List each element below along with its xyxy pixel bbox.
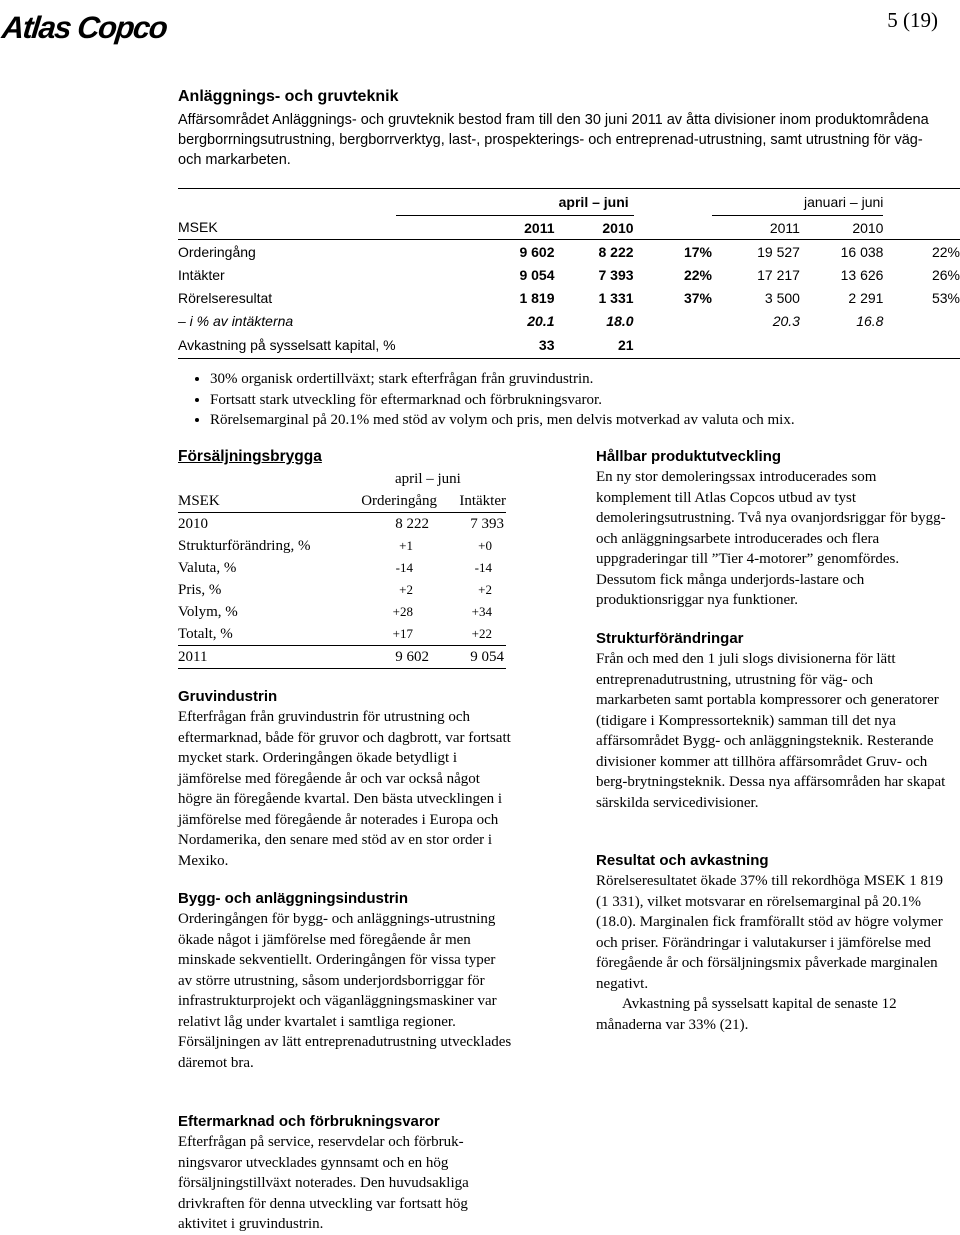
cell: 21	[555, 332, 634, 359]
table-period-row	[178, 189, 960, 216]
row-label: Avkastning på sysselsatt kapital, %	[178, 332, 396, 359]
row-label: Rörelseresultat	[178, 289, 273, 306]
row-label: Totalt, %	[178, 623, 346, 646]
text-aftermarket: Efterfrågan på service, reservdelar och förbruk-ningsvaror utvecklades gynnsamt och en hög försäljningstillväxt noterades. Den huvudsakliga drivkraften för denna utveckling var fortsatt hög aktivitet i gruvindustrin.	[178, 1134, 469, 1232]
cell: 20.3	[772, 312, 800, 329]
cell: 20.1	[527, 312, 555, 329]
cell: -14	[395, 560, 413, 575]
cell: 7 393	[437, 513, 506, 536]
row-label: 2011	[178, 646, 346, 669]
cell: 26%	[931, 266, 960, 283]
section-construction	[178, 889, 513, 1073]
cell: -14	[474, 560, 492, 575]
bridge-period: april – juni	[395, 470, 461, 487]
row-label: Pris, %	[178, 581, 222, 598]
cell: 16 038	[800, 240, 884, 264]
cell: +28	[392, 604, 413, 619]
cell: 9 602	[346, 646, 437, 669]
row-label: Intäkter	[178, 266, 225, 283]
bridge-col-revenue: Intäkter	[459, 492, 506, 509]
text-construction: Orderingången för bygg- och anläggnings-utrustning ökade något i jämförelse med föregående år men minskade sekventiellt. Orderingången för vissa typer av större utrustning, såsom underjordsborriggar för infrastrukturprojekt och väganläggningsmaskiner var relativt låg under kvartalet i samtliga regioner. Försäljningen av lätt entreprenadutrustning utvecklades däremot bra.	[178, 911, 512, 1071]
cell: 33	[396, 332, 555, 359]
col-q-2010: 2010	[555, 216, 634, 240]
section-aftermarket	[178, 1112, 513, 1235]
cell: 9 054	[437, 646, 506, 669]
row-label: Strukturförändring, %	[178, 537, 311, 554]
cell: 37%	[683, 289, 712, 306]
cell	[883, 309, 960, 332]
cell: 9 602	[396, 240, 555, 264]
intro-text: Affärsområdet Anläggnings- och gruvteknik bestod fram till den 30 juni 2011 av åtta divisioner inom produktområdena bergborrningsutrustning, bergborrverktyg, last-, prospekterings- och entreprenad-utrustning, samt utrustning för väg- och markarbeten.	[178, 112, 929, 168]
row-label: 2010	[178, 513, 346, 536]
row-label: Orderingång	[178, 240, 396, 264]
bridge-header-row	[178, 490, 506, 513]
cell	[712, 332, 800, 359]
section-results	[596, 851, 946, 1035]
col-h-2010: 2010	[800, 216, 884, 240]
cell: 2 291	[848, 289, 884, 306]
heading-mining: Gruvindustrin	[178, 688, 278, 705]
text-product-development: En ny stor demoleringssax introducerades som komplement till Atlas Copcos utbud av tyst demoleringsutrustning. Två nya ovanjordsriggar för bygg- och anläggningsarbete introducerades och flera uppgraderingar till ”Tier 4-motorer” genomfördes. Dessutom fick många underjords-lastare och produktionsriggar nya funktioner.	[596, 469, 946, 608]
cell: +0	[478, 538, 492, 553]
row-label: Valuta, %	[178, 559, 237, 576]
col-h-2011: 2011	[712, 216, 800, 240]
cell: 17%	[634, 240, 712, 264]
table-row	[178, 623, 506, 646]
table-row	[178, 646, 506, 669]
cell	[883, 332, 960, 359]
heading-structural-changes: Strukturförändringar	[596, 630, 744, 647]
cell: 1 819	[519, 289, 555, 306]
list-item: • 30% organisk ordertillväxt; stark efterfrågan från gruvindustrin.	[210, 369, 960, 390]
table-header-row	[178, 216, 960, 240]
highlights-list	[178, 369, 960, 431]
atlas-copco-logo: Atlas Copco	[0, 10, 169, 45]
cell	[634, 332, 712, 359]
unit-label: MSEK	[178, 219, 218, 236]
bridge-col-orders: Orderingång	[361, 492, 437, 509]
cell: 53%	[931, 289, 960, 306]
text-structural-changes: Från och med den 1 juli slogs divisionerna för lätt entreprenadutrustning, utrustning för väg- och markarbeten samt portabla kompressorer och generatorer (tidigare i Kompressorteknik) samman till det nya affärsområdet Bygg- och anläggningsteknik. Resterande divisioner kommer att tillhöra affärsområdet Gruv- och berg-brytningsteknik. Dessa nya affärsområden har skapat särskilda servicedivisioner.	[596, 651, 946, 811]
key-figures-table	[178, 188, 960, 359]
cell: +17	[346, 623, 437, 646]
table-row	[178, 557, 506, 579]
cell: 9 054	[519, 266, 555, 283]
period-quarter: april – juni	[396, 189, 712, 216]
section-structural-changes	[596, 629, 946, 813]
heading-product-development: Hållbar produktutveckling	[596, 448, 782, 465]
cell: 8 222	[346, 513, 437, 536]
cell: 8 222	[555, 240, 634, 264]
table-row	[178, 309, 960, 332]
cell: 17 217	[757, 266, 800, 283]
section-product-development	[596, 447, 946, 611]
cell: +1	[399, 538, 413, 553]
cell: +2	[478, 582, 492, 597]
cell	[800, 332, 884, 359]
cell: 22%	[683, 266, 712, 283]
heading-results: Resultat och avkastning	[596, 852, 769, 869]
text-results: Rörelseresultatet ökade 37% till rekordhöga MSEK 1 819 (1 331), vilket motsvarar en rörelsemarginal på 20.1% (18.0). Marginalen fick framförallt stöd av högre volymer och priser. Förändringar i valutakurser i jämförelse med föregående år och försäljningsmix påverkade marginalen negativt.	[596, 873, 944, 992]
heading-construction: Bygg- och anläggningsindustrin	[178, 890, 408, 907]
cell: 3 500	[764, 289, 800, 306]
row-label: Volym, %	[178, 603, 238, 620]
sales-bridge-table	[178, 468, 506, 669]
cell: 18.0	[606, 312, 634, 329]
cell: +22	[437, 623, 506, 646]
heading-aftermarket: Eftermarknad och förbrukningsvaror	[178, 1113, 440, 1130]
table-row	[178, 332, 960, 359]
text-mining: Efterfrågan från gruvindustrin för utrustning och eftermarknad, både för gruvor och dagbrott, var fortsatt mycket stark. Orderingången ökade betydligt i jämförelse med föregående år och var också något högre än föregående kvartal. Den bästa utvecklingen i jämförelse med föregående år noterades i Europa och Nordamerika, den senare med stöd av en stor order i Mexiko.	[178, 709, 511, 869]
cell: 19 527	[712, 240, 800, 264]
section-intro	[178, 110, 938, 170]
table-row	[178, 286, 960, 309]
table-row	[178, 601, 506, 623]
section-mining	[178, 687, 513, 871]
bridge-title: Försäljningsbrygga	[178, 448, 322, 465]
list-item: • Rörelsemarginal på 20.1% med stöd av volym och pris, men delvis motverkad av valuta och mix.	[210, 410, 960, 431]
text-results-return: Avkastning på sysselsatt kapital de senaste 12 månaderna var 33% (21).	[596, 996, 897, 1033]
table-row	[178, 535, 506, 557]
col-q-2011: 2011	[396, 216, 555, 240]
cell: 22%	[883, 240, 960, 264]
page-number: 5 (19)	[887, 8, 938, 32]
table-row	[178, 513, 506, 536]
cell: +34	[471, 604, 492, 619]
cell: 1 331	[598, 289, 634, 306]
bridge-unit: MSEK	[178, 492, 220, 509]
section-title: Anläggnings- och gruvteknik	[178, 88, 399, 105]
table-row	[178, 240, 960, 264]
table-row	[178, 263, 960, 286]
cell: 7 393	[598, 266, 634, 283]
cell: 13 626	[840, 266, 884, 283]
bridge-period-row	[178, 468, 506, 490]
row-label: – i % av intäkterna	[178, 312, 294, 329]
list-item: • Fortsatt stark utveckling för eftermarknad och förbrukningsvaror.	[210, 390, 960, 411]
cell	[634, 309, 712, 332]
cell: 16.8	[856, 312, 884, 329]
period-half-year: januari – juni	[712, 189, 960, 216]
cell: +2	[399, 582, 413, 597]
table-row	[178, 579, 506, 601]
